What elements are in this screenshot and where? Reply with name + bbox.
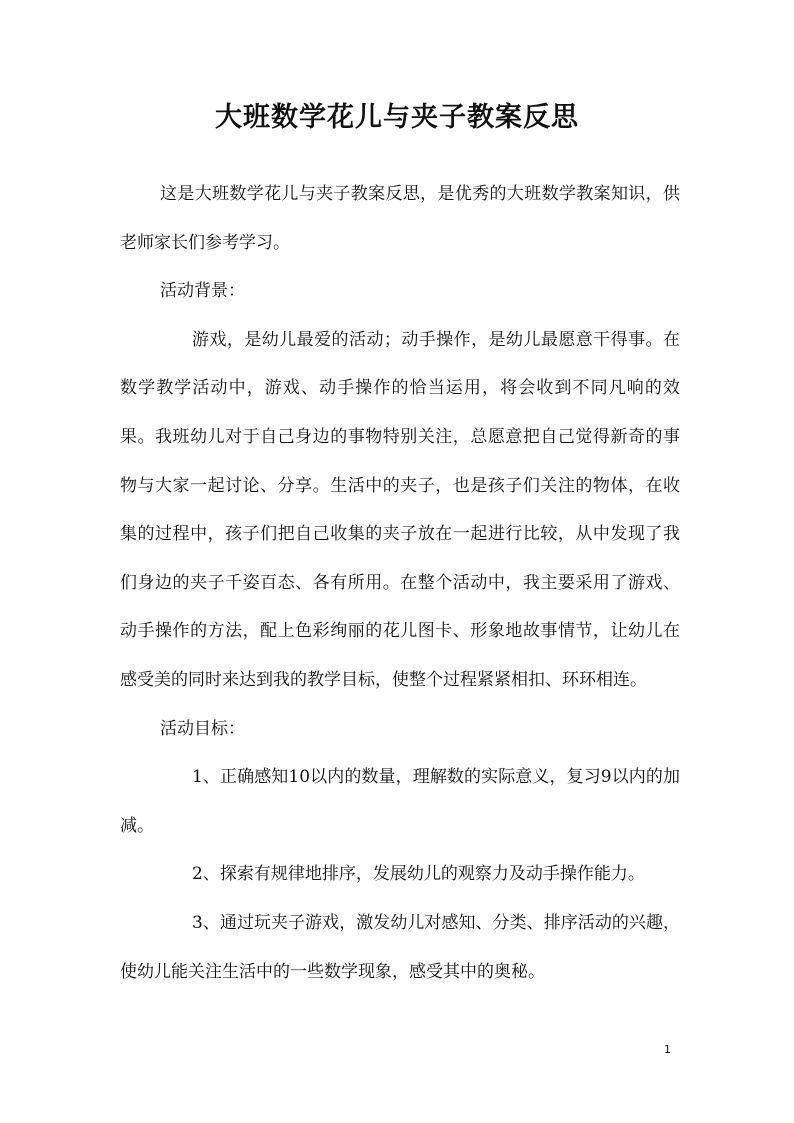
goal-item-3: 3、通过玩夹子游戏，激发幼儿对感知、分类、排序活动的兴趣，使幼儿能关注生活中的一些数学现象，感受其中的奥秘。 [120,912,680,982]
document-title: 大班数学花儿与夹子教案反思 [215,102,579,133]
goals-heading: 活动目标： [160,718,245,739]
goal-item-1: 1、正确感知10以内的数量，理解数的实际意义，复习9以内的加减。 [120,767,680,836]
background-paragraph: 游戏，是幼儿最爱的活动；动手操作，是幼儿最愿意干得事。在数学教学活动中，游戏、动手操作的恰当运用，将会收到不同凡响的效果。我班幼儿对于自己身边的事物特别关注，总愿意把自己觉得新奇的事物与大家一起讨论、分享。生活中的夹子，也是孩子们关注的物体，在收集的过程中，孩子们把自己收集的夹子放在一起进行比较，从中发现了我们身边的夹子千姿百态、各有所用。在整个活动中，我主要采用了游戏、动手操作的方法，配上色彩绚丽的花儿图卡、形象地故事情节，让幼儿在感受美的同时来达到我的教学目标，使整个过程紧紧相扣、环环相连。 [120,329,680,690]
intro-paragraph: 这是大班数学花儿与夹子教案反思，是优秀的大班数学教案知识，供老师家长们参考学习。 [120,184,680,253]
document-body [120,170,680,996]
goal-item-2: 2、探索有规律地排序，发展幼儿的观察力及动手操作能力。 [192,864,645,885]
page-number: 1 [664,1043,671,1056]
background-heading: 活动背景： [160,281,245,302]
